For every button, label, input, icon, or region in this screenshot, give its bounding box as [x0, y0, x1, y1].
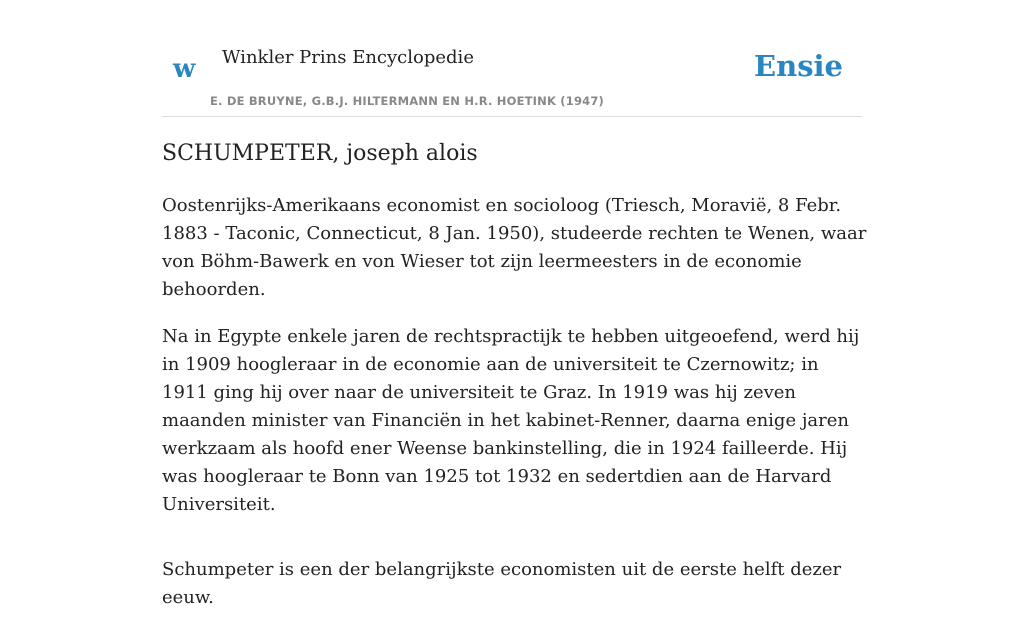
article-paragraph: Schumpeter is een der belangrijkste economisten uit de eerste helft dezer eeuw.	[162, 559, 842, 608]
header	[162, 40, 862, 117]
article-paragraph: Oostenrijks-Amerikaans economist en socioloog (Triesch, Moravië, 8 Febr. 1883 - Taconic, Connecticut, 8 Jan. 1950), studeerde rechten te Wenen, waar von Böhm-Bawerk en von Wieser tot zijn leermeesters in de economie behoorden.	[162, 195, 867, 300]
article-title: SCHUMPETER, joseph alois	[162, 141, 478, 166]
publication-authors: E. DE BRUYNE, G.B.J. HILTERMANN EN H.R. HOETINK (1947)	[210, 94, 605, 108]
article-body	[162, 192, 868, 631]
article-paragraph: Na in Egypte enkele jaren de rechtspractijk te hebben uitgeoefend, werd hij in 1909 hoogleraar in de economie aan de universiteit te Czernowitz; in 1911 ging hij over naar de universiteit te Graz. In 1919 was hij zeven maanden minister van Financiën in het kabinet-Renner, daarna enige jaren werkzaam als hoofd ener Weense bankinstelling, die in 1924 failleerde. Hij was hoogleraar te Bonn van 1925 tot 1932 en sedertdien aan de Harvard Universiteit.	[162, 326, 860, 515]
publication-title[interactable]: Winkler Prins Encyclopedie	[222, 47, 474, 68]
publication-logo[interactable]: w	[173, 54, 196, 84]
ensie-logo[interactable]: Ensie	[754, 49, 843, 83]
